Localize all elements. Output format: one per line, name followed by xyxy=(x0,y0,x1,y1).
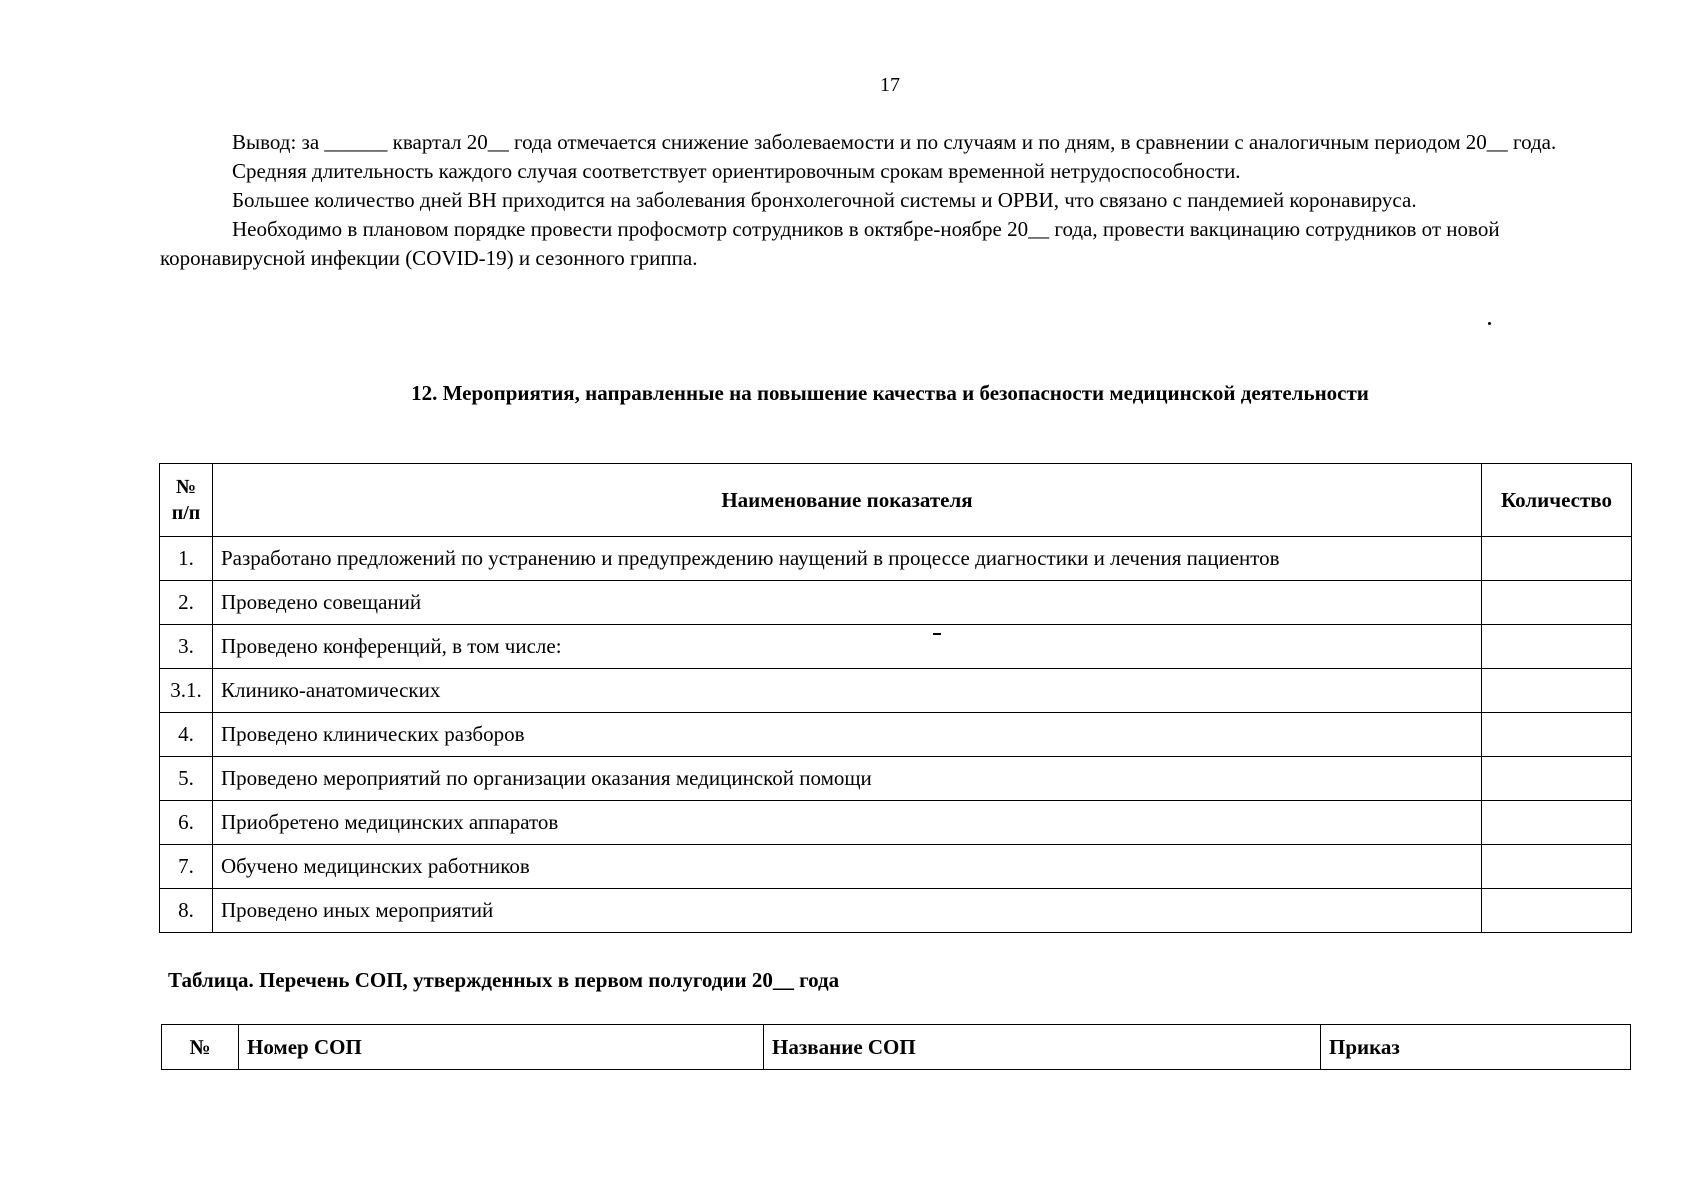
table-header-row xyxy=(162,1025,1631,1070)
section-title: 12. Мероприятия, направленные на повышение качества и безопасности медицинской деятельности xyxy=(411,381,1369,405)
row-num: 2. xyxy=(160,581,213,625)
row-num: 3.1. xyxy=(160,669,213,713)
conclusion-text xyxy=(160,128,1590,273)
table-row xyxy=(160,713,1632,757)
row-name: Проведено конференций, в том числе: xyxy=(213,625,1482,669)
table-row xyxy=(160,669,1632,713)
header-qty: Количество xyxy=(1482,464,1632,537)
row-name: Проведено иных мероприятий xyxy=(213,889,1482,933)
table-row xyxy=(160,625,1632,669)
table-row xyxy=(160,757,1632,801)
table-row xyxy=(160,581,1632,625)
row-name: Обучено медицинских работников xyxy=(213,845,1482,889)
row-name: Проведено совещаний xyxy=(213,581,1482,625)
row-qty xyxy=(1482,625,1632,669)
row-num: 7. xyxy=(160,845,213,889)
row-num: 3. xyxy=(160,625,213,669)
row-qty xyxy=(1482,757,1632,801)
row-num: 4. xyxy=(160,713,213,757)
row-name: Проведено клинических разборов xyxy=(213,713,1482,757)
table-row xyxy=(160,537,1632,581)
row-num: 5. xyxy=(160,757,213,801)
header-sop-code: Номер СОП xyxy=(239,1025,764,1070)
page-number: 17 xyxy=(880,74,900,96)
table-header-row xyxy=(160,464,1632,537)
scan-artifact-dash xyxy=(933,633,941,635)
row-qty xyxy=(1482,801,1632,845)
row-qty xyxy=(1482,889,1632,933)
paragraph: Необходимо в плановом порядке провести профосмотр сотрудников в октябре-ноябре 20__ года, провести вакцинацию сотрудников от новой коронавирусной инфекции (COVID-19) и сезонного гриппа. xyxy=(160,217,1500,270)
row-num: 8. xyxy=(160,889,213,933)
header-name: Наименование показателя xyxy=(213,464,1482,537)
row-qty xyxy=(1482,537,1632,581)
row-qty xyxy=(1482,845,1632,889)
row-qty xyxy=(1482,713,1632,757)
header-num-line2: п/п xyxy=(171,502,201,524)
paragraph: Средняя длительность каждого случая соответствует ориентировочным срокам временной нетрудоспособности. xyxy=(232,159,1241,183)
row-name: Проведено мероприятий по организации оказания медицинской помощи xyxy=(213,757,1482,801)
header-sop-num: № xyxy=(162,1025,239,1070)
row-qty xyxy=(1482,581,1632,625)
row-num: 1. xyxy=(160,537,213,581)
table-row xyxy=(160,845,1632,889)
header-sop-title: Название СОП xyxy=(764,1025,1321,1070)
paragraph: Вывод: за ______ квартал 20__ года отмечается снижение заболеваемости и по случаям и по дням, в сравнении с аналогичным периодом 20__ года. xyxy=(232,130,1557,154)
header-num xyxy=(160,464,213,537)
table-row xyxy=(160,801,1632,845)
row-name: Разработано предложений по устранению и предупреждению наущений в процессе диагностики и лечения пациентов xyxy=(213,537,1482,581)
header-num-line1: № xyxy=(175,476,197,498)
row-num: 6. xyxy=(160,801,213,845)
table-row xyxy=(160,889,1632,933)
row-name: Приобретено медицинских аппаратов xyxy=(213,801,1482,845)
sop-table-caption: Таблица. Перечень СОП, утвержденных в первом полугодии 20__ года xyxy=(168,968,840,992)
row-qty xyxy=(1482,669,1632,713)
measures-table xyxy=(159,463,1632,933)
paragraph: Большее количество дней ВН приходится на заболевания бронхолегочной системы и ОРВИ, что связано с пандемией коронавируса. xyxy=(232,188,1417,212)
scan-artifact-dot xyxy=(1488,322,1491,325)
header-sop-order: Приказ xyxy=(1321,1025,1631,1070)
sop-table xyxy=(161,1024,1631,1070)
row-name: Клинико-анатомических xyxy=(213,669,1482,713)
